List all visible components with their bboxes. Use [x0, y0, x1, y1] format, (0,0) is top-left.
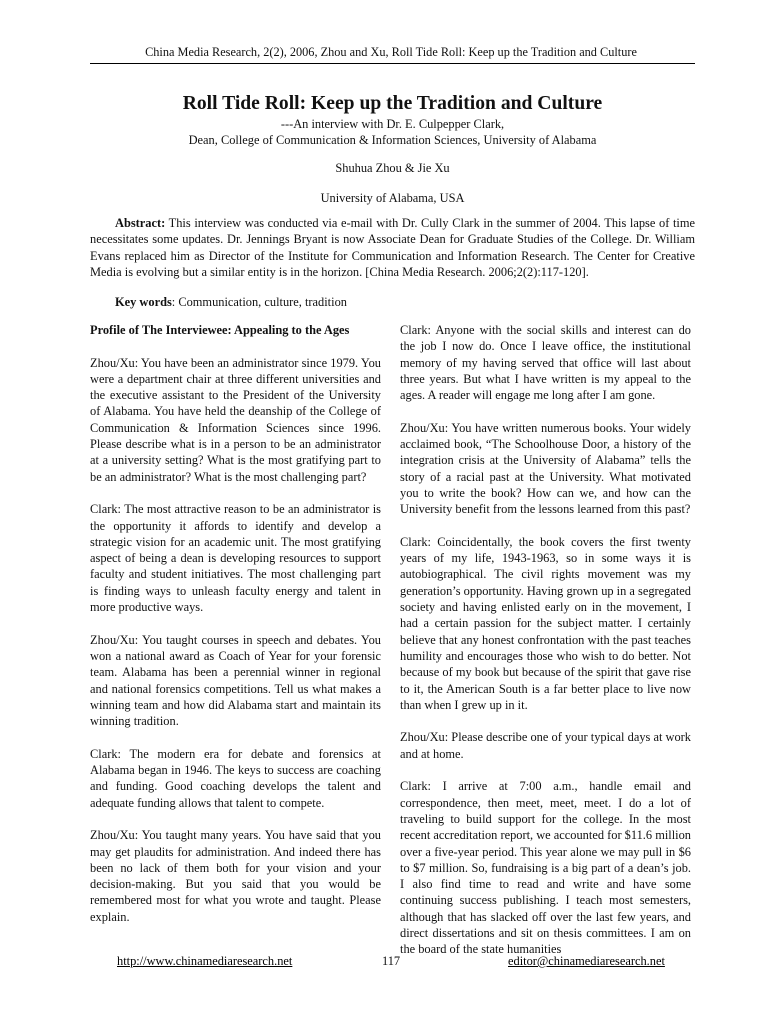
paragraph: Zhou/Xu: You have been an administrator since 1979. You were a department chair at three different universities and the executive assistant to the President of the University of Alabama. You have held the deanship of the College of Communication & Information Sciences since 1996. Please describe what is in a person to be an administrator at a university setting? What is the most gratifying part to be an administrator? What is the most challenging part?: [90, 355, 381, 484]
paragraph: Zhou/Xu: You taught courses in speech and debates. You won a national award as Coach of Year for your forensic team. Alabama has been a perennial winner in regional and national forensics competitions. Tell us what makes a winning team and how did Alabama start and maintain its winning tradition.: [90, 632, 381, 729]
paragraph: Zhou/Xu: You have written numerous books. Your widely acclaimed book, “The Schoolhouse Door, a history of the integration crisis at the University of Alabama” tells the story of a racial past at the University. What motivated you to write the book? How can we, and how can the University benefit from the lessons learned from this past?: [400, 420, 691, 517]
paragraph: Zhou/Xu: You taught many years. You have said that you may get plaudits for administration. And indeed there has been no lack of them both for your vision and your decision-making. But you said that you would be remembered most for what you wrote and taught. Please explain.: [90, 828, 381, 924]
abstract: [90, 215, 695, 280]
title-block: [90, 92, 695, 206]
keywords: [115, 294, 695, 310]
paragraph: Clark: The modern era for debate and forensics at Alabama began in 1946. The keys to success are coaching and funding. Good coaching develops the talent and adequate funding allows that talent to compete.: [90, 746, 381, 810]
running-head: China Media Research, 2(2), 2006, Zhou and Xu, Roll Tide Roll: Keep up the Tradition and Culture: [145, 45, 637, 59]
paragraph: Zhou/Xu: Please describe one of your typical days at work and at home.: [400, 730, 691, 761]
subtitle-line-1: ---An interview with Dr. E. Culpepper Clark,: [280, 117, 505, 131]
section-heading: Profile of The Interviewee: Appealing to the Ages: [90, 323, 350, 337]
left-column: [90, 322, 381, 941]
footer-email-link[interactable]: editor@chinamediaresearch.net: [508, 954, 665, 968]
subtitle-line-2: Dean, College of Communication & Information Sciences, University of Alabama: [188, 133, 597, 147]
footer: [0, 953, 782, 969]
paragraph: Clark: I arrive at 7:00 a.m., handle email and correspondence, then meet, meet, meet. I do a lot of traveling to build support for the college. In the most recent accreditation report, we accounted for $11.6 million over a five-year period. This year alone we may pull in $6 to $7 million. So, fundraising is a big part of a dean’s job. I also find time to read and write and have some continuing success publishing. I teach most semesters, although that has slacked off over the last few years, and direct dissertations and sit on thesis committees. I am on the board of the state humanities: [400, 779, 691, 957]
affiliation: University of Alabama, USA: [320, 191, 465, 205]
footer-website-link[interactable]: http://www.chinamediaresearch.net: [117, 954, 293, 968]
abstract-text: This interview was conducted via e-mail with Dr. Cully Clark in the summer of 2004. This lapse of time necessitates some updates. Dr. Jennings Bryant is now Associate Dean for Graduate Studies of the College. Dr. William Evans replaced him as Director of the Institute for Communication and Information Research. The Center for Creative Media is evolving but a similar entity is in the horizon. [China Media Research. 2006;2(2):117-120].: [90, 216, 695, 279]
article-title: Roll Tide Roll: Keep up the Tradition and Culture: [182, 93, 603, 114]
paragraph: Clark: Anyone with the social skills and interest can do the job I now do. Once I leave office, the institutional memory of my having served that office will last about three years. But what I have written is my appeal to the ages. A reader will engage me long after I am gone.: [400, 323, 691, 403]
keywords-text: : Communication, culture, tradition: [171, 295, 347, 309]
keywords-label: Key words: [115, 295, 172, 309]
right-column: [400, 322, 691, 974]
page-number: 117: [382, 954, 401, 968]
abstract-label: Abstract:: [115, 216, 166, 230]
header-rule: [90, 63, 695, 64]
paragraph: Clark: Coincidentally, the book covers the first twenty years of my life, 1943-1963, so in some ways it is autobiographical. The civil rights movement was my generation’s opportunity. Having grown up in a segregated society and having enlisted early on in the movement, I had a certain passion for the subject matter. I certainly believe that any honest confrontation with the past teaches humility and encourages those who wish to do better. Not because of my book but because of the spirit that gave rise to it, the American South is a far better place to live now than when I grew up in it.: [400, 534, 691, 712]
paragraph: Clark: The most attractive reason to be an administrator is the opportunity it affords to identify and develop a strategic vision for an academic unit. The most gratifying aspect of being a dean is developing resources to support faculty and student initiatives. The most challenging part is finding ways to unleash faculty energy and talent in more productive ways.: [90, 502, 381, 615]
authors: Shuhua Zhou & Jie Xu: [335, 161, 450, 175]
